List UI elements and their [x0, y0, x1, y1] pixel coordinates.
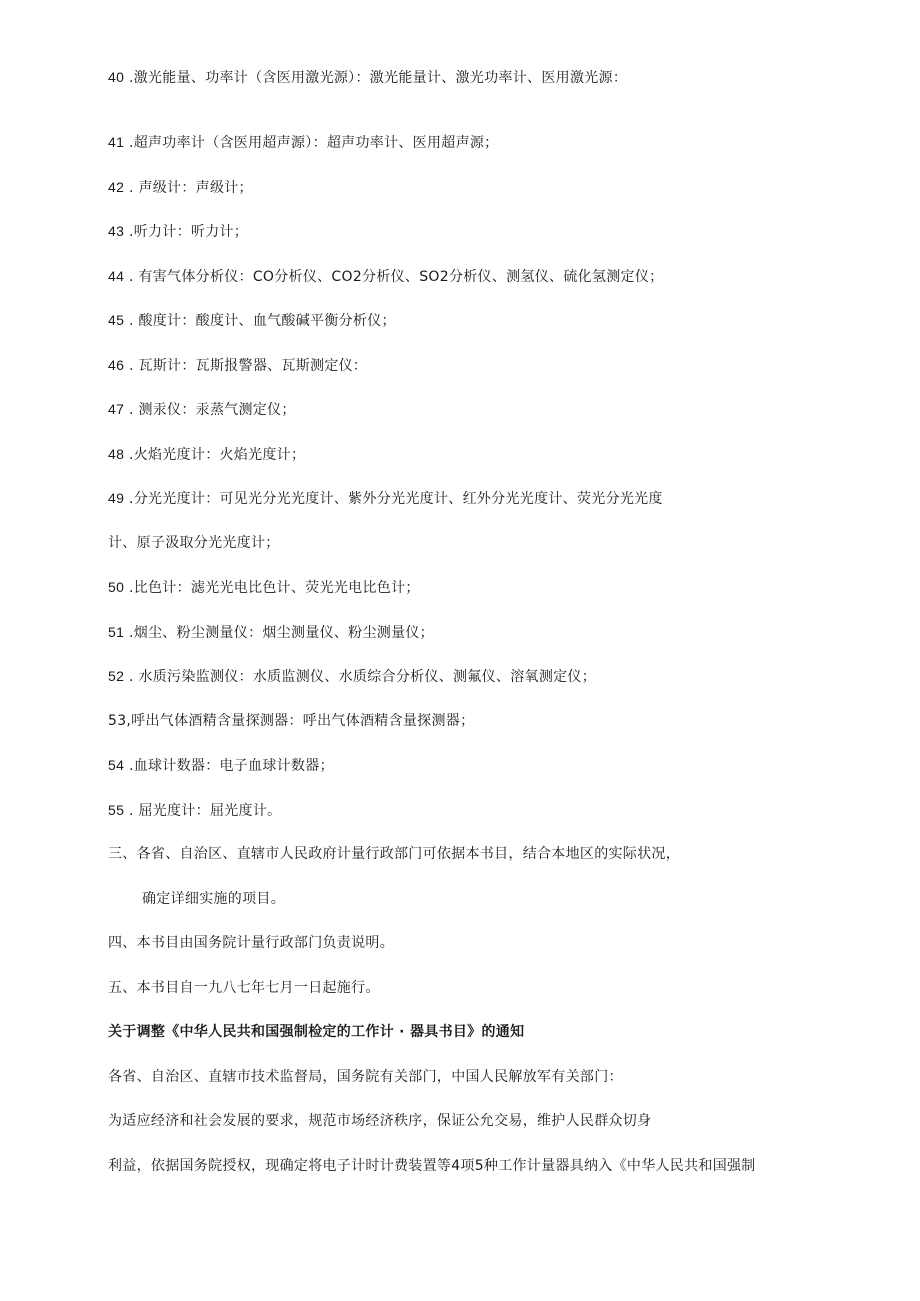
item-number: 46 [108, 357, 125, 373]
item-number: 44 [108, 268, 125, 284]
item-text: . 酸度计：酸度计、血气酸碱平衡分析仪； [124, 313, 396, 329]
item-number: 42 [108, 179, 125, 195]
item-number: 50 [108, 579, 125, 595]
list-item-51 [108, 622, 434, 643]
list-item-44 [108, 266, 663, 287]
list-item-46 [108, 355, 367, 376]
item-text: . 屈光度计：屈光度计。 [124, 803, 282, 819]
item-number: 48 [108, 446, 125, 462]
section-three-continuation: 确定详细实施的项目。 [142, 891, 285, 907]
section-five: 五、本书目自一九八七年七月一日起施行。 [108, 980, 380, 996]
list-item-45 [108, 310, 396, 331]
notice-recipients: 各省、自治区、直辖市技术监督局，国务院有关部门，中国人民解放军有关部门： [108, 1069, 623, 1085]
item-text: . 声级计：声级计； [124, 180, 253, 196]
list-item-53: 53,呼出气体酒精含量探测器：呼出气体酒精含量探测器； [108, 713, 475, 729]
list-item-47 [108, 399, 296, 420]
section-four: 四、本书目由国务院计量行政部门负责说明。 [108, 935, 394, 951]
item-text: .激光能量、功率计（含医用激光源）：激光能量计、激光功率计、医用激光源： [124, 70, 628, 86]
list-item-54 [108, 755, 334, 776]
item-number: 43 [108, 223, 125, 239]
list-item-43 [108, 221, 248, 242]
item-number: 45 [108, 312, 125, 328]
list-item-52 [108, 666, 596, 687]
item-text: .听力计：听力计； [124, 224, 249, 240]
item-text: .超声功率计（含医用超声源）：超声功率计、医用超声源； [124, 135, 499, 151]
item-number: 47 [108, 401, 125, 417]
notice-body-line-1: 为适应经济和社会发展的要求，规范市场经济秩序，保证公允交易，维护人民群众切身 [108, 1113, 652, 1129]
list-item-49 [108, 488, 663, 509]
item-number: 54 [108, 757, 125, 773]
section-three: 三、各省、自治区、直辖市人民政府计量行政部门可依据本书目，结合本地区的实际状况， [108, 846, 680, 862]
item-text: . 水质污染监测仪：水质监测仪、水质综合分析仪、测氟仪、溶氧测定仪； [124, 669, 597, 685]
item-number: 51 [108, 624, 125, 640]
item-text: . 测汞仪：汞蒸气测定仪； [124, 402, 296, 418]
item-number: 49 [108, 490, 125, 506]
item-number: 52 [108, 668, 125, 684]
list-item-50 [108, 577, 420, 598]
list-item-49-continuation: 计、原子汲取分光光度计； [108, 535, 280, 551]
item-text: .火焰光度计：火焰光度计； [124, 447, 306, 463]
item-text: .比色计：滤光光电比色计、荧光光电比色计； [124, 580, 420, 596]
item-text: .分光光度计：可见光分光光度计、紫外分光光度计、红外分光光度计、荧光分光光度 [124, 491, 663, 507]
notice-title: 关于调整《中华人民共和国强制检定的工作计 · 器具书目》的通知 [108, 1024, 525, 1040]
item-number: 41 [108, 134, 125, 150]
list-item-42 [108, 177, 253, 198]
item-number: 40 [108, 69, 125, 85]
list-item-40 [108, 67, 627, 88]
item-text: . 有害气体分析仪：CO分析仪、CO2分析仪、SO2分析仪、测氢仪、硫化氢测定仪； [124, 269, 664, 285]
list-item-48 [108, 444, 305, 465]
list-item-55 [108, 800, 281, 821]
item-text: . 瓦斯计：瓦斯报警器、瓦斯测定仪： [124, 358, 368, 374]
list-item-41 [108, 132, 499, 153]
item-text: .烟尘、粉尘测量仪：烟尘测量仪、粉尘测量仪； [124, 625, 434, 641]
item-number: 55 [108, 802, 125, 818]
item-text: .血球计数器：电子血球计数器； [124, 758, 334, 774]
notice-body-line-2: 利益，依据国务院授权，现确定将电子计时计费装置等4项5种工作计量器具纳入《中华人民共和国强制 [108, 1158, 756, 1174]
